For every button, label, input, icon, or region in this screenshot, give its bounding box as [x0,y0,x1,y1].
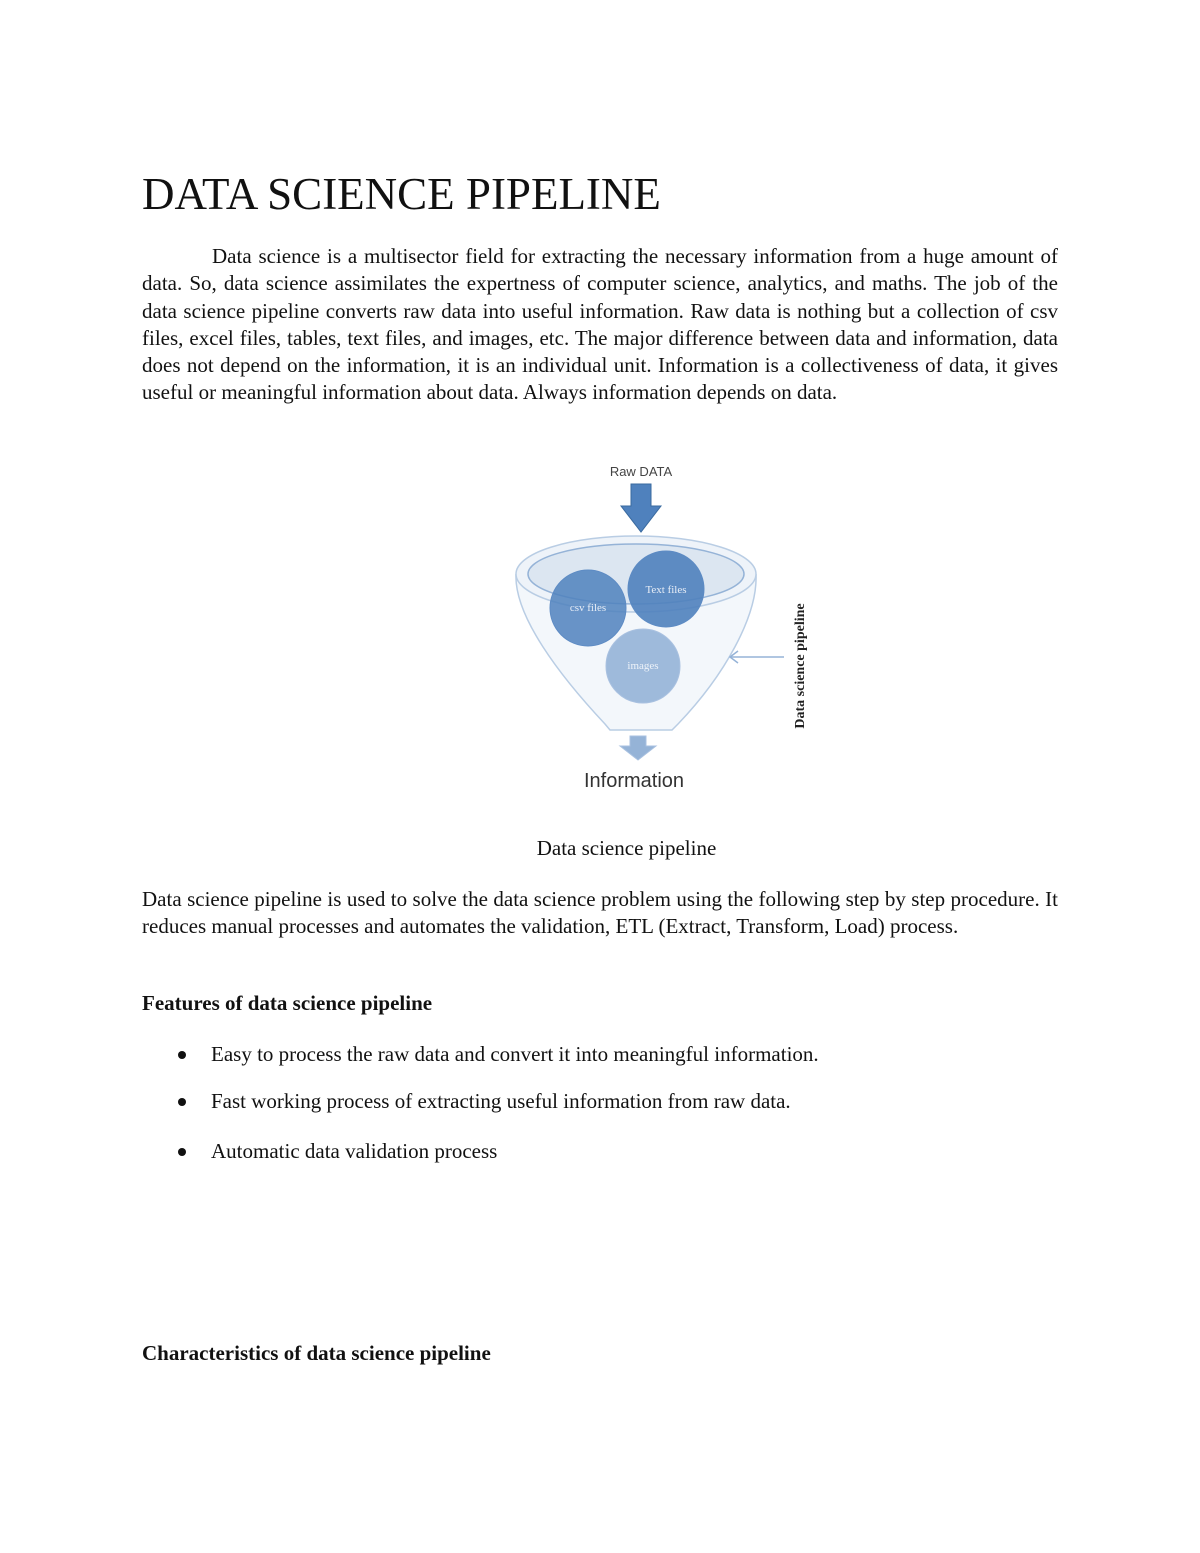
output-arrow-icon [620,736,656,760]
side-pipeline-label: Data science pipeline [793,603,808,729]
characteristics-heading: Characteristics of data science pipeline [142,1341,491,1365]
page-title: DATA SCIENCE PIPELINE [142,169,661,219]
list-item-text: Automatic data validation process [211,1139,498,1163]
input-arrow-icon [621,484,661,532]
list-item-text: Easy to process the raw data and convert it into meaningful information. [211,1042,819,1066]
pointer-arrow-icon [730,651,784,663]
second-paragraph: Data science pipeline is used to solve the data science problem using the following step by step procedure. It reduces manual processes and automates the validation, ETL (Extract, Transform, Load) process. [142,887,1058,939]
features-heading: Features of data science pipeline [142,991,433,1015]
list-item-text: Fast working process of extracting useful information from raw data. [211,1089,791,1113]
images-label: images [627,660,659,672]
text-files-label: Text files [645,584,687,596]
csv-files-label: csv files [569,602,607,614]
figure-caption: Data science pipeline [536,836,717,860]
bullet-icon [178,1051,186,1059]
information-label: Information [583,770,685,792]
raw-data-label: Raw DATA [609,464,673,479]
bullet-icon [178,1098,186,1106]
bullet-icon [178,1148,186,1156]
pipeline-figure [500,456,840,801]
intro-paragraph: Data science is a multisector field for extracting the necessary information from a huge amount of data. So, data science assimilates the expertness of computer science, analytics, and maths. The job of the data science pipeline converts raw data into useful information. Raw data is nothing but a collection of csv files, excel files, tables, text files, and images, etc. The major difference between data and information, data does not depend on the information, it is an individual unit. Information is a collectiveness of data, it gives useful or meaningful information about data. Always information depends on data. [142,244,1058,405]
